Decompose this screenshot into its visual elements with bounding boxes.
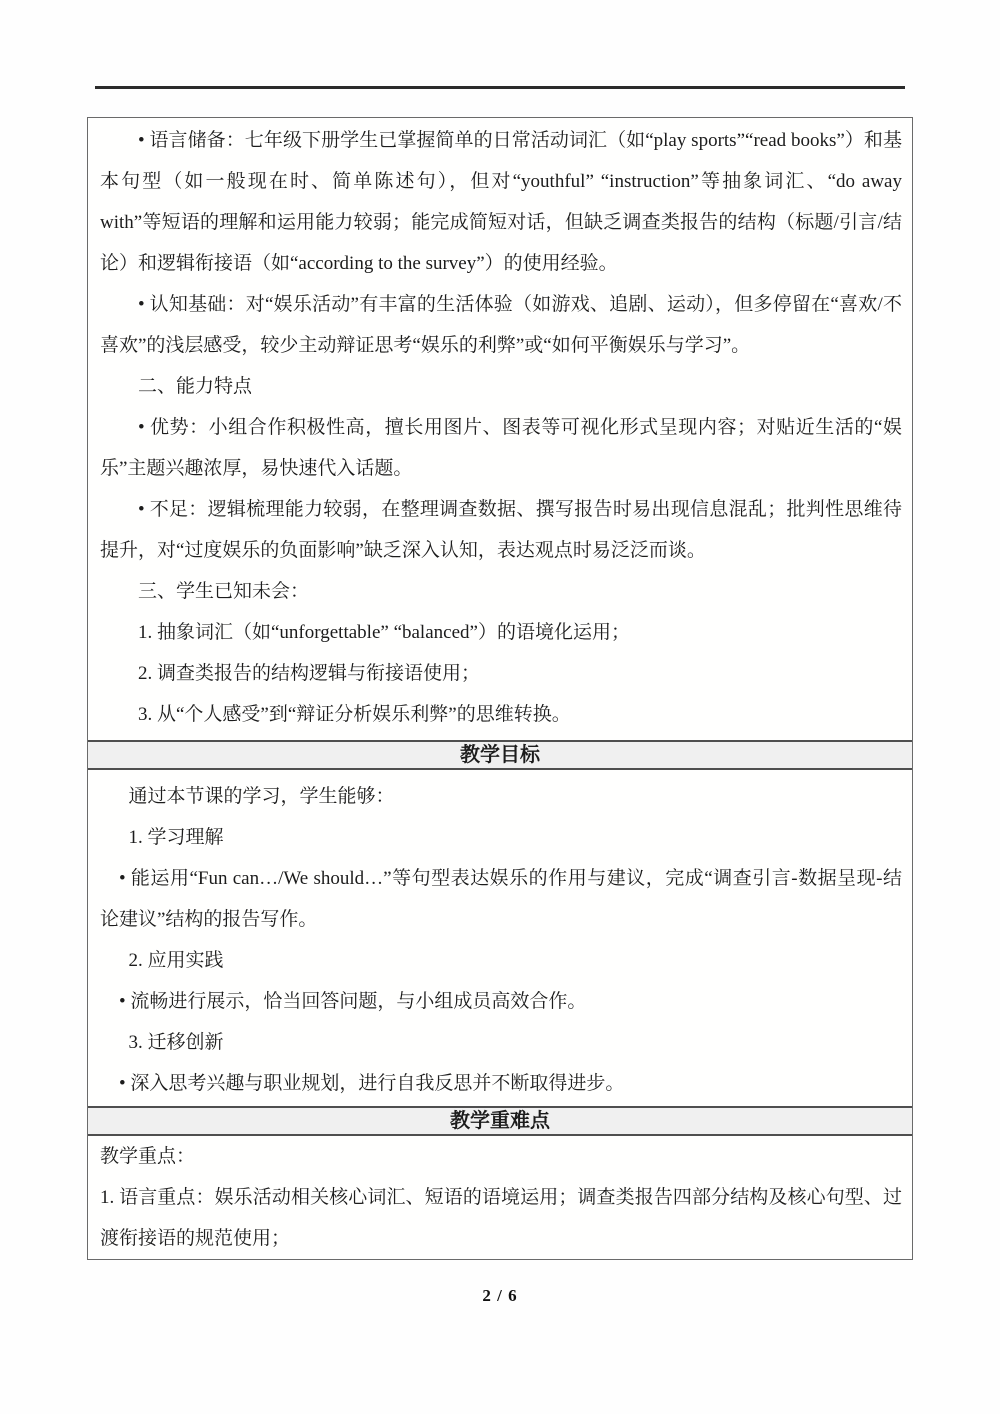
cell-key-points bbox=[88, 1136, 912, 1259]
paragraph-reflection: • 深入思考兴趣与职业规划，进行自我反思并不断取得进步。 bbox=[119, 1073, 625, 1094]
paragraph-sentence-patterns: • 能运用“Fun can…/We should…”等句型表达娱乐的作用与建议，完成“调查引言-数据呈现-结论建议”结构的报告写作。 bbox=[100, 868, 902, 930]
list-item-3: 3. 从“个人感受”到“辩证分析娱乐利弊”的思维转换。 bbox=[138, 704, 571, 725]
cell-teaching-objectives bbox=[88, 770, 912, 1106]
paragraph-presentation: • 流畅进行展示，恰当回答问题，与小组成员高效合作。 bbox=[119, 991, 587, 1012]
section-header-key-difficult-points bbox=[88, 1106, 912, 1136]
subheading-teaching-key-points: 教学重点： bbox=[100, 1146, 196, 1167]
subheading-known-unknown: 三、学生已知未会： bbox=[138, 581, 310, 602]
paragraph-strengths: • 优势：小组合作积极性高，擅长用图片、图表等可视化形式呈现内容；对贴近生活的“娱乐”主题兴趣浓厚，易快速代入话题。 bbox=[100, 417, 902, 479]
paragraph-cognitive-base: • 认知基础：对“娱乐活动”有丰富的生活体验（如游戏、追剧、运动），但多停留在“喜欢/不喜欢”的浅层感受，较少主动辩证思考“娱乐的利弊”或“如何平衡娱乐与学习”。 bbox=[100, 294, 902, 356]
list-item-2: 2. 调查类报告的结构逻辑与衔接语使用； bbox=[138, 663, 481, 684]
paragraph-weaknesses: • 不足：逻辑梳理能力较弱，在整理调查数据、撰写报告时易出现信息混乱；批判性思维待提升，对“过度娱乐的负面影响”缺乏深入认知，表达观点时易泛泛而谈。 bbox=[100, 499, 902, 561]
list-item-1: 1. 抽象词汇（如“unforgettable” “balanced”）的语境化运用； bbox=[138, 622, 630, 643]
subheading-application-practice: 2. 应用实践 bbox=[128, 950, 224, 971]
paragraph-language-reserve: • 语言储备：七年级下册学生已掌握简单的日常活动词汇（如“play sports”“read books”）和基本句型（如一般现在时、简单陈述句），但对“youthful” “instruction”等抽象词汇、“do away with”等短语的理解和运用能力较弱；能完成简短对话，但缺乏调查类报告的结构（标题/引言/结论）和逻辑衔接语（如“according to the survey”）的使用经验。 bbox=[100, 130, 902, 274]
subheading-learning-understanding: 1. 学习理解 bbox=[128, 827, 224, 848]
section-header-label: 教学重难点 bbox=[450, 1110, 550, 1132]
subheading-ability-traits: 二、能力特点 bbox=[138, 376, 253, 397]
subheading-transfer-innovation: 3. 迁移创新 bbox=[128, 1032, 224, 1053]
cell-learner-analysis bbox=[88, 118, 912, 740]
section-header-label: 教学目标 bbox=[460, 744, 540, 766]
section-header-teaching-objectives bbox=[88, 740, 912, 770]
page-number: 2 / 6 bbox=[482, 1286, 518, 1305]
header-rule-divider bbox=[95, 86, 905, 89]
paragraph-language-key-points: 1. 语言重点：娱乐活动相关核心词汇、短语的语境运用；调查类报告四部分结构及核心句型、过渡衔接语的规范使用； bbox=[100, 1187, 902, 1249]
paragraph-objectives-intro: 通过本节课的学习，学生能够： bbox=[128, 786, 395, 807]
lesson-plan-table bbox=[87, 117, 913, 1260]
